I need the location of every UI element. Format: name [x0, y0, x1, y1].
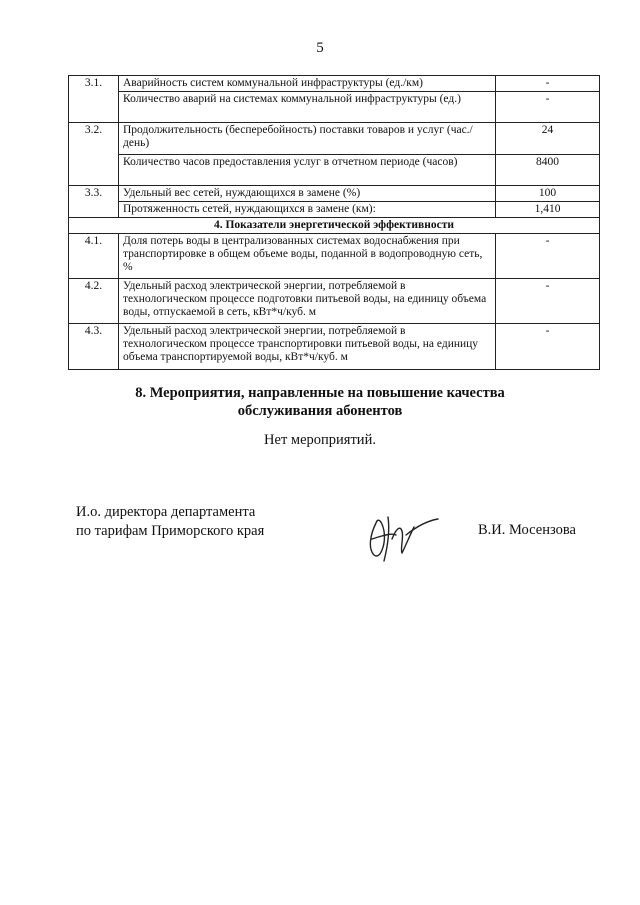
heading-line: 8. Мероприятия, направленные на повышение качества: [135, 385, 505, 401]
row-text: Аварийность систем коммунальной инфраструктуры (ед./км): [119, 76, 496, 92]
row-value: 1,410: [496, 202, 600, 218]
row-text: Количество аварий на системах коммунальной инфраструктуры (ед.): [119, 92, 496, 123]
row-number: 3.3.: [69, 186, 119, 218]
table-row: [69, 324, 600, 370]
table-row: [69, 202, 600, 218]
row-number: 4.3.: [69, 324, 119, 370]
table-row: [69, 155, 600, 186]
signer-name: В.И. Мосензова: [478, 522, 576, 538]
row-text: Удельный расход электрической энергии, потребляемой в технологическом процессе подготовки питьевой воды, на единицу объема воды, отпускаемой в сеть, кВт*ч/куб. м: [119, 279, 496, 324]
page-number: 5: [316, 40, 324, 56]
row-value: -: [496, 76, 600, 92]
section-8-heading: [0, 384, 640, 420]
row-text: Удельный расход электрической энергии, потребляемой в технологическом процессе транспортировки питьевой воды, на единицу объема транспортируемой воды, кВт*ч/куб. м: [119, 324, 496, 370]
row-number: 4.1.: [69, 234, 119, 279]
signer-title-line: И.о. директора департамента: [76, 504, 256, 520]
no-measures-text: Нет мероприятий.: [264, 432, 376, 448]
row-text: Количество часов предоставления услуг в отчетном периоде (часов): [119, 155, 496, 186]
table-row: [69, 186, 600, 202]
row-value: -: [496, 324, 600, 370]
row-number: 4.2.: [69, 279, 119, 324]
table-row: [69, 123, 600, 155]
row-value: -: [496, 92, 600, 123]
row-value: -: [496, 234, 600, 279]
row-text: Доля потерь воды в централизованных системах водоснабжения при транспортировке в общем объеме воды, поданной в водопроводную сеть, %: [119, 234, 496, 279]
row-value: -: [496, 279, 600, 324]
row-text: Протяженность сетей, нуждающихся в замене (км):: [119, 202, 496, 218]
section-title: 4. Показатели энергетической эффективности: [69, 218, 600, 234]
heading-line: обслуживания абонентов: [237, 403, 403, 419]
table-row: [69, 234, 600, 279]
row-text: Удельный вес сетей, нуждающихся в замене (%): [119, 186, 496, 202]
row-value: 100: [496, 186, 600, 202]
handwritten-signature-icon: [362, 505, 442, 565]
row-number: 3.2.: [69, 123, 119, 186]
section-header-row: [69, 218, 600, 234]
row-value: 8400: [496, 155, 600, 186]
row-value: 24: [496, 123, 600, 155]
table-row: [69, 76, 600, 92]
metrics-table: [68, 75, 600, 370]
row-text: Продолжительность (бесперебойность) поставки товаров и услуг (час./день): [119, 123, 496, 155]
signer-title: [76, 503, 264, 541]
table-row: [69, 92, 600, 123]
row-number: 3.1.: [69, 76, 119, 123]
table-row: [69, 279, 600, 324]
signer-title-line: по тарифам Приморского края: [76, 523, 265, 539]
